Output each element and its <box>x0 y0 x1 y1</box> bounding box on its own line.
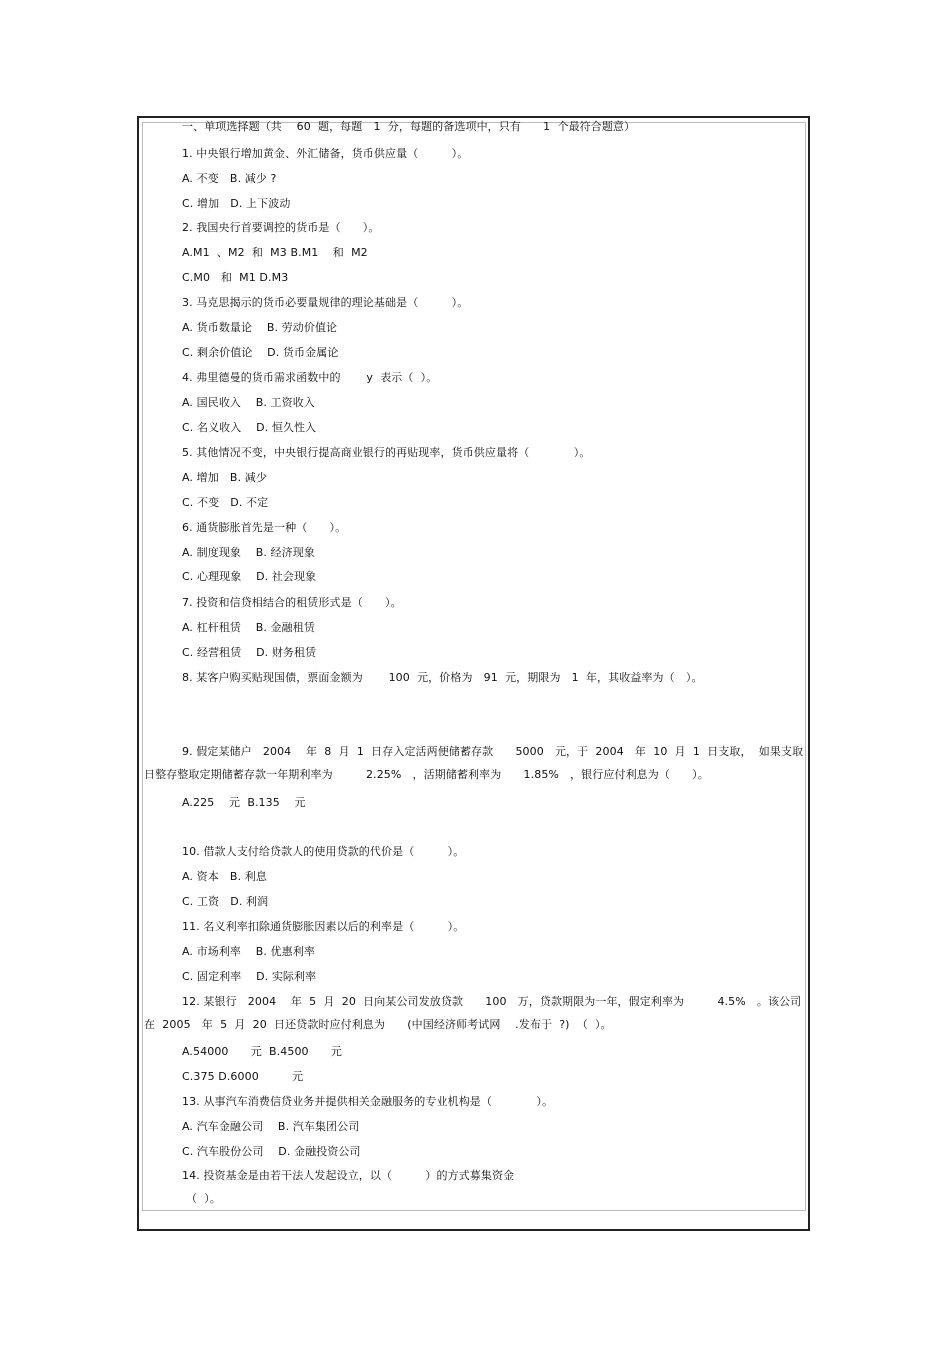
question-2: 2. 我国央行首要调控的货币是（ ）。 <box>182 221 380 234</box>
section-header: 一、单项选择题（共 60 题，每题 1 分，每题的备选项中，只有 1 个最符合题意） <box>182 120 636 133</box>
question-13: 13. 从事汽车消费信贷业务并提供相关金融服务的专业机构是（ ）。 <box>182 1095 554 1108</box>
question-9-continued: 日整存整取定期储蓄存款一年期利率为 2.25% ，活期储蓄利率为 1.85% ，银行应付利息为（ ）。 <box>144 768 709 781</box>
question-3: 3. 马克思揭示的货币必要量规律的理论基础是（ ）。 <box>182 296 469 309</box>
question-3-options-ab: A. 货币数量论 B. 劳动价值论 <box>182 321 338 334</box>
question-8: 8. 某客户购买贴现国债，票面金额为 100 元，价格为 91 元，期限为 1 年，其收益率为（ ）。 <box>182 671 703 684</box>
question-14-continued: （ ）。 <box>186 1192 221 1205</box>
question-2-options-cd: C.M0 和 M1 D.M3 <box>182 271 289 284</box>
question-3-options-cd: C. 剩余价值论 D. 货币金属论 <box>182 346 339 359</box>
question-5-options-ab: A. 增加 B. 减少 <box>182 471 267 484</box>
question-5-options-cd: C. 不变 D. 不定 <box>182 496 269 509</box>
question-4-options-ab: A. 国民收入 B. 工资收入 <box>182 396 315 409</box>
question-10: 10. 借款人支付给贷款人的使用贷款的代价是（ ）。 <box>182 845 465 858</box>
question-1: 1. 中央银行增加黄金、外汇储备，货币供应量（ ）。 <box>182 147 469 160</box>
question-12-options-ab: A.54000 元 B.4500 元 <box>182 1045 342 1058</box>
question-2-options-ab: A.M1 、M2 和 M3 B.M1 和 M2 <box>182 246 368 259</box>
question-10-options-cd: C. 工资 D. 利润 <box>182 895 269 908</box>
question-7-options-ab: A. 杠杆租赁 B. 金融租赁 <box>182 621 315 634</box>
question-9-options: A.225 元 B.135 元 <box>182 796 306 809</box>
question-5: 5. 其他情况不变，中央银行提高商业银行的再贴现率，货币供应量将（ ）。 <box>182 446 591 459</box>
question-11-options-cd: C. 固定利率 D. 实际利率 <box>182 970 317 983</box>
question-9: 9. 假定某储户 2004 年 8 月 1 日存入定活两便储蓄存款 5000 元，于 2004 年 10 月 1 日支取， 如果支取 <box>182 745 804 758</box>
question-6-options-cd: C. 心理现象 D. 社会现象 <box>182 570 317 583</box>
question-10-options-ab: A. 资本 B. 利息 <box>182 870 267 883</box>
question-1-options-cd: C. 增加 D. 上下波动 <box>182 197 291 210</box>
question-13-options-cd: C. 汽车股份公司 D. 金融投资公司 <box>182 1145 361 1158</box>
question-14: 14. 投资基金是由若干法人发起设立，以（ ）的方式募集资金 <box>182 1169 515 1182</box>
question-4: 4. 弗里德曼的货币需求函数中的 y 表示（ ）。 <box>182 371 438 384</box>
question-1-options-ab: A. 不变 B. 减少 ? <box>182 172 277 185</box>
question-12: 12. 某银行 2004 年 5 月 20 日向某公司发放贷款 100 万，贷款期限为一年，假定利率为 4.5% 。该公司 <box>182 995 802 1008</box>
question-6-options-ab: A. 制度现象 B. 经济现象 <box>182 546 315 559</box>
question-12-options-cd: C.375 D.6000 元 <box>182 1070 304 1083</box>
question-4-options-cd: C. 名义收入 D. 恒久性入 <box>182 421 317 434</box>
question-7: 7. 投资和信贷相结合的租赁形式是（ ）。 <box>182 596 402 609</box>
question-6: 6. 通货膨胀首先是一种（ ）。 <box>182 521 347 534</box>
question-11-options-ab: A. 市场利率 B. 优惠利率 <box>182 945 315 958</box>
question-12-continued: 在 2005 年 5 月 20 日还贷款时应付利息为 (中国经济师考试网 .发布于 ?) （ ）。 <box>144 1018 612 1031</box>
question-7-options-cd: C. 经营租赁 D. 财务租赁 <box>182 646 317 659</box>
question-13-options-ab: A. 汽车金融公司 B. 汽车集团公司 <box>182 1120 360 1133</box>
question-11: 11. 名义利率扣除通货膨胀因素以后的利率是（ ）。 <box>182 920 465 933</box>
